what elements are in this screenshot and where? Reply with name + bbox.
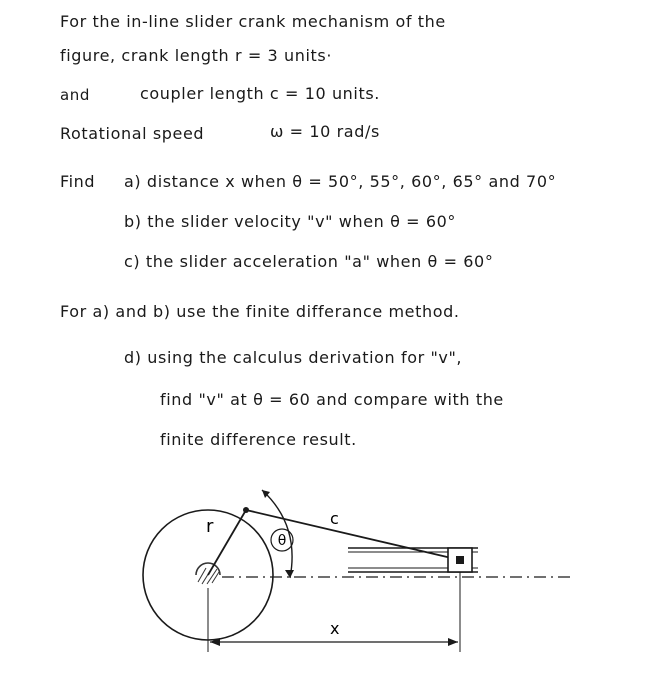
angle-label: θ <box>277 533 287 549</box>
part-b: b) the slider velocity "v" when θ = 60° <box>124 212 457 231</box>
problem-line-1: For the in-line slider crank mechanism of the <box>60 12 446 31</box>
part-c: c) the slider acceleration "a" when θ = 60° <box>124 252 494 271</box>
dimension-arrow-right <box>448 638 458 646</box>
part-d-line-2: find "v" at θ = 60 and compare with the <box>160 390 504 409</box>
problem-line-3: coupler length c = 10 units. <box>140 84 380 103</box>
rotational-speed-label: Rotational speed <box>60 124 205 143</box>
crank-link <box>208 510 246 575</box>
method-note: For a) and b) use the finite differance method. <box>60 302 460 321</box>
rotational-speed-value: ω = 10 rad/s <box>270 122 380 141</box>
distance-label: x <box>330 619 340 638</box>
problem-line-2: figure, crank length r = 3 units· <box>60 46 333 65</box>
and-label: and <box>60 86 91 104</box>
slider-crank-diagram <box>0 470 672 700</box>
part-a: a) distance x when θ = 50°, 55°, 60°, 65° and 70° <box>124 172 557 191</box>
crank-pin <box>243 507 249 513</box>
coupler-label: c <box>330 509 339 528</box>
part-d-line-3: finite difference result. <box>160 430 357 449</box>
find-label: Find <box>60 172 96 191</box>
part-d-line-1: d) using the calculus derivation for "v", <box>124 348 463 367</box>
slider-pin <box>456 556 464 564</box>
crank-label: r <box>206 516 214 537</box>
angle-arrow-bottom <box>285 570 294 578</box>
